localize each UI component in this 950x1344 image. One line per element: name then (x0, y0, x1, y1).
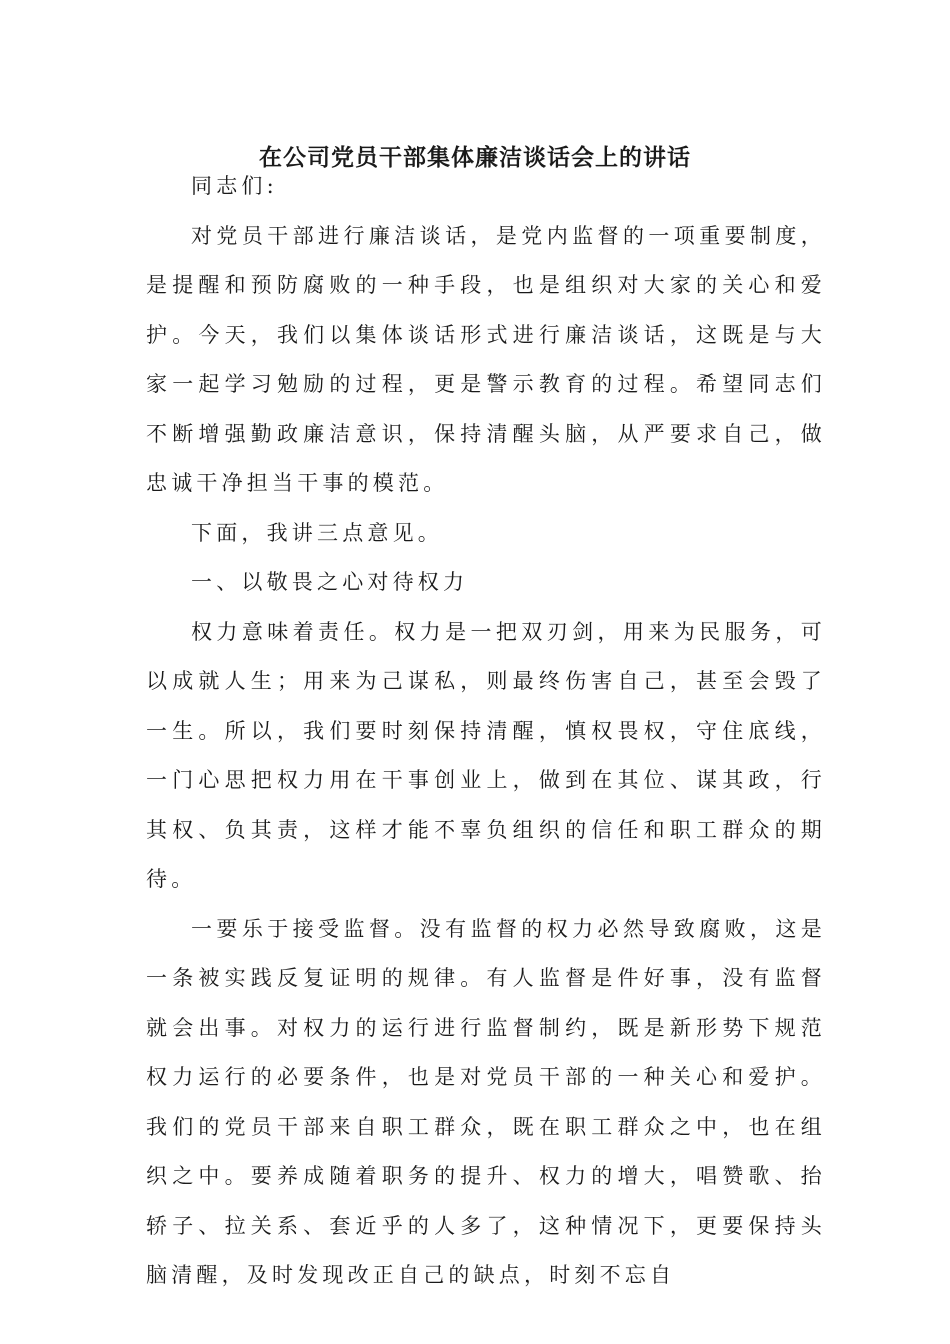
paragraph-accept-supervision: 一要乐于接受监督。没有监督的权力必然导致腐败，这是一条被实践反复证明的规律。有人监督是件好事，没有监督就会出事。对权力的运行进行监督制约，既是新形势下规范权力运行的必要条件，也是对党员干部的一种关心和爱护。我们的党员干部来自职工群众，既在职工群众之中，也在组织之中。要养成随着职务的提升、权力的增大，唱赞歌、抬轿子、拉关系、套近乎的人多了，这种情况下，更要保持头脑清醒，及时发现改正自己的缺点，时刻不忘自 (146, 916, 826, 1287)
section-heading-1: 一、以敬畏之心对待权力 (191, 570, 469, 594)
paragraph-transition: 下面，我讲三点意见。 (191, 520, 443, 545)
document-title: 在公司党员干部集体廉洁谈话会上的讲话 (259, 145, 691, 171)
greeting: 同志们: (191, 174, 278, 198)
paragraph-power-responsibility: 权力意味着责任。权力是一把双刃剑，用来为民服务，可以成就人生；用来为己谋私，则最终伤害自己，甚至会毁了一生。所以，我们要时刻保持清醒，慎权畏权，守住底线，一门心思把权力用在干事创业上，做到在其位、谋其政，行其权、负其责，这样才能不辜负组织的信任和职工群众的期待。 (146, 619, 826, 891)
document-body (146, 162, 826, 1301)
paragraph-intro: 对党员干部进行廉洁谈话，是党内监督的一项重要制度，是提醒和预防腐败的一种手段，也是组织对大家的关心和爱护。今天，我们以集体谈话形式进行廉洁谈话，这既是与大家一起学习勉励的过程，更是警示教育的过程。希望同志们不断增强勤政廉洁意识，保持清醒头脑，从严要求自己，做忠诚干净担当干事的模范。 (146, 223, 826, 495)
